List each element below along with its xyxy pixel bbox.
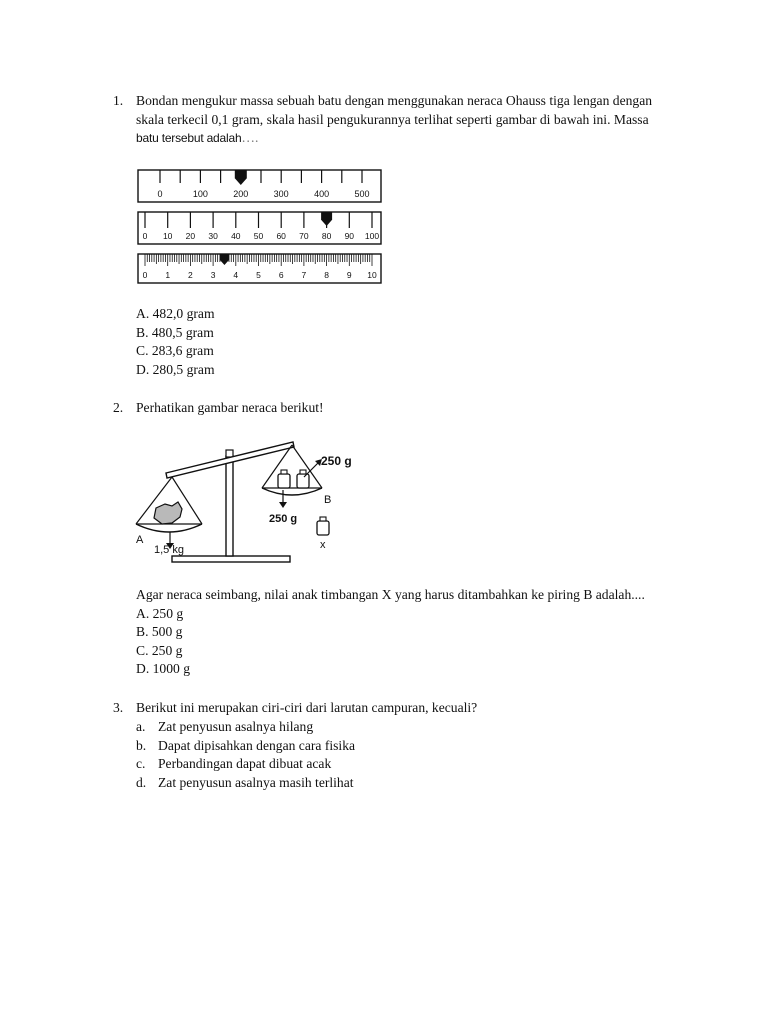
question-line-2: skala terkecil 0,1 gram, skala hasil pengukurannya terlihat seperti gambar di bawah ini. Massa [136,111,649,127]
beam-3-label: 1 [165,270,171,280]
beam-2-labels [143,231,380,241]
balance-figure [132,432,372,572]
pan-b [262,488,322,495]
label-a: A [136,534,144,546]
option-a[interactable]: A. 250 g [136,605,184,621]
weight-x [317,521,329,535]
balance-pillar [226,456,233,556]
beam-2-label: 40 [231,231,241,241]
question-2-body [136,586,645,679]
option-c[interactable]: C. 283,6 gram [136,343,214,359]
beam-2-label: 0 [142,231,148,241]
rock [154,502,182,524]
beam-3-label: 6 [278,270,284,280]
weight-1 [278,474,290,488]
beam-2-ticks [145,212,372,228]
question-1-options [136,305,215,379]
beam-2-label: 10 [162,231,173,241]
beam-1-ticks [160,170,362,183]
weight-x-handle [320,517,326,521]
beam-1-label: 500 [354,189,370,199]
beam-3-label: 0 [142,270,148,280]
beam-2-label: 80 [321,231,332,241]
beam-3-label: 4 [233,270,239,280]
question-line-3 [136,129,666,148]
question-line-3-main: batu tersebut adalah [136,131,242,146]
option-b[interactable]: B. 500 g [136,624,183,640]
balance-pivot [226,450,233,457]
weight-2-handle [300,470,306,474]
arrow-b-head [279,502,287,508]
ellipsis: …. [241,130,259,146]
beam-2-label: 100 [364,231,380,241]
beam-1 [138,170,381,202]
question-text [136,92,666,148]
label-top-mass: 250 g [321,454,352,468]
question-number: 1. [113,93,124,108]
beam-3-label: 10 [367,270,377,280]
beam-1-label: 0 [157,189,163,199]
option-d[interactable]: D. 280,5 gram [136,361,215,377]
beam-2-label: 50 [253,231,264,241]
triple-beam-scale-figure [136,166,386,286]
label-under-b: 250 g [269,513,298,525]
label-b: B [324,494,332,506]
question-prompt: Perhatikan gambar neraca berikut! [136,400,324,415]
beam-1-label: 200 [233,189,249,199]
beam-3-label: 5 [256,270,261,280]
question-prompt: Berikut ini merupakan ciri-ciri dari larutan campuran, kecuali? [136,700,478,715]
question-number: 3. [113,700,124,715]
option-d[interactable]: D. 1000 g [136,661,190,677]
beam-2-label: 70 [299,231,309,241]
beam-2-label: 60 [276,231,286,241]
beam-1-label: 400 [314,189,330,199]
question-line-1: Bondan mengukur massa sebuah batu dengan menggunakan neraca Ohauss tiga lengan dengan [136,93,653,108]
beam-1-label: 100 [192,189,208,199]
beam-3-labels [143,270,377,280]
question-2-text: Agar neraca seimbang, nilai anak timbangan X yang harus ditambahkan ke piring B adalah.... [136,587,645,602]
label-x: x [320,539,326,551]
beam-1-rider [235,170,247,185]
beam-2-label: 30 [208,231,218,241]
option-a[interactable]: A. 482,0 gram [136,306,215,321]
beam-3-rider [220,254,229,265]
weight-1-handle [281,470,287,474]
beam-2-rider [321,212,332,226]
option-b[interactable]: B. 480,5 gram [136,324,214,340]
balance-base [172,556,290,562]
weight-2 [297,474,309,488]
question-number: 2. [113,400,124,415]
beam-3-label: 7 [301,270,307,280]
beam-2-label: 20 [185,231,196,241]
beam-3-label: 9 [346,270,352,280]
beam-1-labels [157,189,369,199]
beam-2-label: 90 [344,231,355,241]
option-c[interactable]: C. 250 g [136,642,183,658]
beam-3-ticks [145,254,372,266]
label-mass-a: 1,5 kg [154,544,184,556]
beam-1-label: 300 [273,189,289,199]
pan-a [136,524,202,532]
beam-3-label: 2 [188,270,193,280]
beam-3-label: 3 [210,270,216,280]
beam-3-label: 8 [324,270,329,280]
